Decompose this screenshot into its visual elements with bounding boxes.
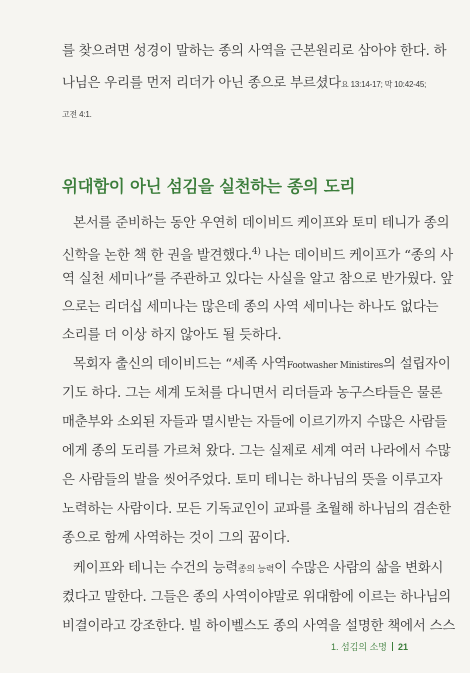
intro-line-2-text: 나님은 우리를 먼저 리더가 아닌 종으로 부르셨다 (62, 76, 342, 91)
chapter-title: 1. 섬김의 소명 (331, 642, 387, 652)
footnote-marker: 4) (251, 247, 261, 257)
para1-line-3 (62, 272, 454, 288)
para2-line-3-text: 매춘부와 소외된 자들과 멸시받는 자들에 이르기까지 수많은 사람들 (62, 415, 447, 430)
para2-line-4-text: 에게 종의 도리를 가르쳐 왔다. 그는 실제로 세계 여러 나라에서 수많 (62, 444, 451, 459)
servant-power-note: 종의 능력 (238, 565, 275, 575)
para2-line-2 (62, 386, 443, 402)
para2-line-5-text: 은 사람들의 발을 씻어주었다. 토미 테니는 하나님의 뜻을 이루고자 (62, 473, 443, 488)
para2-line-4 (62, 444, 451, 460)
para3-line-1 (73, 561, 444, 578)
para3-line-3-text: 비결이라고 강조한다. 빌 하이벨스도 종의 사역을 설명한 책에서 스스 (62, 619, 456, 634)
para2-line-1a: 목회자 출신의 데이비드는 “세족 사역 (73, 357, 287, 372)
para3-line-2 (62, 590, 452, 606)
para1-line-2a: 신학을 논한 책 한 권을 발견했다. (62, 248, 252, 264)
ministry-name: Footwasher Ministires (286, 361, 383, 371)
section-heading: 위대함이 아닌 섬김을 실천하는 종의 도리 (62, 177, 356, 196)
para3-line-3 (62, 619, 456, 635)
para2-line-1b: 의 설립자이 (382, 357, 451, 372)
para1-line-2 (62, 244, 454, 264)
para2-line-5 (62, 473, 443, 489)
para1-line-5-text: 소리를 더 이상 하지 않아도 될 듯하다. (62, 328, 282, 343)
para2-line-2-text: 기도 하다. 그는 세계 도처를 다니면서 리더들과 농구스타들은 물론 (62, 386, 443, 401)
page-footer (331, 641, 408, 653)
para1-line-4 (62, 300, 439, 316)
para1-line-1 (73, 216, 450, 232)
para3-line-1b: 이 수많은 사람의 삶을 변화시 (274, 561, 444, 576)
page-number: 21 (397, 642, 408, 652)
para1-line-1-text: 본서를 준비하는 동안 우연히 데이비드 케이프와 토미 테니가 종의 (73, 216, 450, 231)
intro-line-3 (62, 106, 410, 123)
para2-line-3 (62, 415, 447, 431)
intro-line-1-text: 를 찾으려면 성경이 말하는 종의 사역을 근본원리로 삼아야 한다. 하 (62, 44, 447, 59)
para2-line-6-text: 노력하는 사람이다. 모든 기독교인이 교파를 초월해 하나님의 겸손한 (62, 502, 452, 517)
para1-line-5 (62, 328, 410, 344)
para3-line-2-text: 켰다고 말한다. 그들은 종의 사역이야말로 위대함에 이르는 하나님의 (62, 590, 452, 605)
intro-line-2 (62, 76, 427, 93)
intro-line-1 (62, 44, 447, 60)
para3-line-1a: 케이프와 테니는 수건의 능력 (73, 561, 238, 576)
para1-line-3-text: 역 실천 세미나”를 주관하고 있다는 사실을 알고 참으로 반가웠다. 앞 (62, 272, 454, 287)
para1-line-4-text: 으로는 리더십 세미나는 많은데 종의 사역 세미나는 하나도 없다는 (62, 300, 439, 315)
para1-line-2b: 나는 데이비드 케이프가 “종의 사 (260, 248, 454, 264)
para2-line-7 (62, 531, 410, 547)
para2-line-6 (62, 502, 452, 518)
footer-divider (392, 642, 393, 651)
para2-line-7-text: 종으로 함께 사역하는 것이 그의 꿈이다. (62, 531, 291, 546)
para2-line-1 (73, 357, 451, 374)
scripture-reference: 요 13:14-17; 막 10:42-45; (341, 80, 427, 89)
scripture-reference-cont: 고전 4:1. (62, 110, 92, 119)
